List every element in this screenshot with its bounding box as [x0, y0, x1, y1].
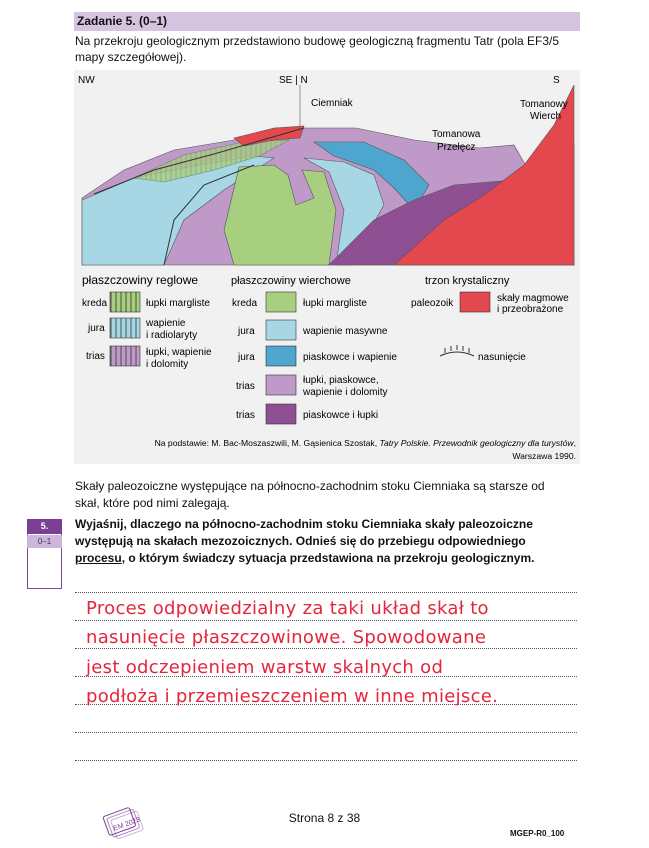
legend-swatch-reglowe-trias-stripes	[110, 346, 140, 366]
answer-text-line-4: podłoża i przemieszczeniem w inne miejsce.	[86, 686, 499, 707]
legend-swatch-wierchowe-trias-2	[266, 404, 296, 424]
legend-desc-wierchowe-trias-1b: wapienie i dolomity	[303, 387, 388, 398]
cross-section-drawing	[82, 85, 574, 265]
task-number-badge: 5.	[27, 519, 62, 534]
legend-desc-wierchowe-trias-1a: łupki, piaskowce,	[303, 375, 379, 386]
pass-label-line-2: Przełęcz	[437, 142, 476, 153]
question-text	[75, 516, 580, 567]
geologic-cross-section-figure	[74, 70, 580, 464]
legend-thrust-label: nasunięcie	[478, 352, 526, 363]
question-line-3	[75, 550, 580, 567]
question-line-3-rest: , o którym świadczy sytuacja przedstawiona na przekroju geologicznym.	[121, 551, 535, 565]
legend-desc-trzon-2: i przeobrażone	[497, 304, 564, 315]
legend-age-kreda-wierchowe: kreda	[232, 298, 258, 309]
legend-header-reglowe: płaszczowiny reglowe	[82, 273, 199, 287]
answer-line-7	[75, 760, 577, 761]
peak2-label-line-2: Wierch	[530, 111, 562, 122]
wierchowe-green-block	[224, 165, 336, 265]
task-title: Zadanie 5. (0–1)	[77, 14, 168, 28]
legend-desc-wierchowe-trias-2: piaskowce i łupki	[303, 410, 379, 421]
legend-desc-trzon-1: skały magmowe	[497, 293, 569, 304]
legend-desc-reglowe-trias-2: i dolomity	[146, 359, 189, 370]
direction-s: S	[553, 75, 560, 86]
answer-text-line-3: jest odczepieniem warstw skalnych od	[86, 657, 444, 678]
legend-desc-wierchowe-jura-2: piaskowce i wapienie	[303, 352, 397, 363]
context-text	[75, 478, 580, 511]
pass-label-line-1: Tomanowa	[432, 129, 481, 140]
question-line-1: Wyjaśnij, dlaczego na północno-zachodnim stoku Ciemniaka skały paleozoiczne	[75, 517, 533, 531]
legend-swatch-wierchowe-jura-1	[266, 320, 296, 340]
legend-age-paleozoik: paleozoik	[411, 298, 454, 309]
legend-age-trias-wierchowe-1: trias	[236, 381, 255, 392]
intro-line-1: Na przekroju geologicznym przedstawiono budowę geologiczną fragmentu Tatr (pola EF3/5	[75, 34, 560, 48]
intro-line-2: mapy szczegółowej).	[75, 50, 187, 64]
peak2-label-line-1: Tomanowy	[520, 99, 568, 110]
peak-label-ciemniak: Ciemniak	[311, 98, 353, 109]
answer-text-line-1: Proces odpowiedzialny za taki układ skał to	[86, 598, 489, 619]
answer-line-3	[75, 648, 577, 649]
context-line-2: skał, które pod nimi zalegają.	[75, 495, 230, 510]
task-intro	[75, 33, 580, 65]
answer-line-6	[75, 732, 577, 733]
page-number: Strona 8 z 38	[288, 811, 361, 825]
legend-desc-reglowe-jura-2: i radiolaryty	[146, 330, 198, 341]
source-note-line-2: Warszawa 1990.	[512, 451, 576, 461]
legend-age-jura-wierchowe-1: jura	[238, 326, 255, 337]
answer-line-2	[75, 620, 577, 621]
legend-header-trzon: trzon krystaliczny	[425, 275, 510, 287]
legend-age-kreda-reglowe: kreda	[82, 298, 108, 309]
legend-age-trias-wierchowe-2: trias	[236, 410, 255, 421]
legend-desc-wierchowe-jura-1: wapienie masywne	[303, 326, 388, 337]
legend-age-jura-reglowe: jura	[88, 323, 105, 334]
legend-desc-wierchowe-kreda: łupki margliste	[303, 298, 367, 309]
legend-swatch-wierchowe-jura-2	[266, 346, 296, 366]
legend-swatch-reglowe-jura-stripes	[110, 318, 140, 338]
legend-swatch-wierchowe-kreda	[266, 292, 296, 312]
context-line-1: Skały paleozoiczne występujące na północno-zachodnim stoku Ciemniaka są starsze od	[75, 479, 545, 493]
svg-text:EM 2023: EM 2023	[112, 816, 142, 833]
question-keyword-proces: procesu	[75, 551, 122, 565]
answer-text-line-2: nasunięcie płaszczowinowe. Spowodowane	[86, 627, 487, 648]
legend-swatch-trzon	[460, 292, 490, 312]
legend-header-wierchowe: płaszczowiny wierchowe	[231, 275, 351, 287]
document-code: MGEP-R0_100	[510, 829, 565, 838]
task-score-badge: 0–1	[27, 535, 62, 548]
cross-section-svg	[74, 70, 580, 464]
answer-line-1	[75, 592, 577, 593]
thrust-symbol-icon	[440, 345, 474, 356]
legend-age-jura-wierchowe-2: jura	[238, 352, 255, 363]
legend-swatch-reglowe-kreda-stripes	[110, 292, 140, 312]
direction-nw: NW	[78, 75, 95, 86]
legend-age-trias-reglowe: trias	[86, 351, 105, 362]
source-note-line-1: Na podstawie: M. Bac-Moszaszwili, M. Gąsienica Szostak, Tatry Polskie. Przewodnik geologiczny dla turystów,	[154, 438, 576, 448]
direction-se-n: SE | N	[279, 75, 308, 86]
legend-desc-reglowe-trias-1: łupki, wapienie	[146, 347, 212, 358]
legend-desc-reglowe-jura-1: wapienie	[146, 318, 186, 329]
legend-desc-reglowe-kreda: łupki margliste	[146, 298, 210, 309]
legend-swatch-wierchowe-trias-1	[266, 375, 296, 395]
question-line-2: występują na skałach mezozoicznych. Odnieś się do przebiegu odpowiedniego	[75, 534, 526, 548]
